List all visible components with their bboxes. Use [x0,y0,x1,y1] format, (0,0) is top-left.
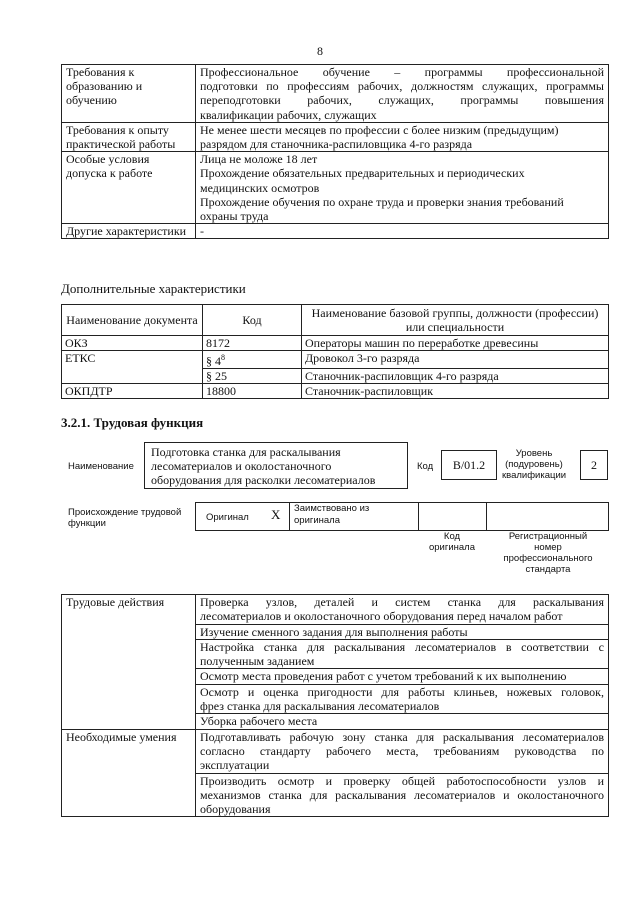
code-cell: § 25 [203,369,302,384]
document-cell: ЕТКС [62,351,203,384]
requirement-label: Требования к опыту практической работы [62,122,196,151]
qualification-level-value: 2 [580,450,608,480]
function-name-value: Подготовка станка для раскалывания лесоматериалов и околостаночного оборудования для расколки лесоматериалов [144,442,408,489]
action-item: Настройка станка для раскалывания лесоматериалов в соответствии с полученным заданием [196,639,609,669]
description-cell: Станочник-распиловщик 4-го разряда [302,369,609,384]
document-cell: ОКЗ [62,336,203,351]
additional-characteristics-title: Дополнительные характеристики [61,281,246,296]
requirement-value: - [196,224,609,239]
table-row [62,351,609,369]
description-cell: Станочник-распиловщик [302,384,609,399]
original-cell [196,503,290,531]
additional-characteristics-table [61,304,609,399]
table-row [62,729,609,773]
requirement-label: Другие характеристики [62,224,196,239]
borrowed-label: Заимствовано из оригинала [290,503,419,531]
code-original-cell [419,503,487,531]
origin-table [195,502,609,531]
table-row [62,384,609,399]
action-item: Проверка узлов, деталей и систем станка для раскалывания лесоматериалов и околостаночного оборудования перед началом работ [196,595,609,625]
description-cell: Дровокол 3-го разряда [302,351,609,369]
column-header-description: Наименование базовой группы, должности (профессии) или специальности [302,305,609,336]
table-row [62,122,609,151]
function-title: 3.2.1. Трудовая функция [61,415,204,430]
requirements-table [61,64,609,239]
column-header-document: Наименование документа [62,305,203,336]
code-cell: 8172 [203,336,302,351]
qualification-level-label: Уровень (подуровень) квалификации [502,448,567,481]
requirement-value: Лица не моложе 18 лет Прохождение обязательных предварительных и периодических медицинских осмотров Прохождение обучения по охране труда и проверки знания требований охраны труда [196,152,609,224]
table-header-row [62,305,609,336]
function-name-label: Наименование [68,461,134,472]
requirement-value: Не менее шести месяцев по профессии с более низким (предыдущим) разрядом для станочника-распиловщика 4-го разряда [196,122,609,151]
code-cell: § $4^8$ [203,351,302,369]
document-cell: ОКПДТР [62,384,203,399]
skill-item: Подготавливать рабочую зону станка для раскалывания лесоматериалов согласно стандарту рабочего места, требованиям руководства по эксплуатации [196,729,609,773]
original-label: Оригинал [206,512,249,523]
code-cell: 18800 [203,384,302,399]
requirement-label: Требования к образованию и обучению [62,65,196,123]
action-item: Осмотр места проведения работ с учетом требований к их выполнению [196,669,609,684]
action-item: Уборка рабочего места [196,714,609,729]
function-origin-label: Происхождение трудовой функции [68,507,182,529]
skill-item: Производить осмотр и проверку общей работоспособности узлов и механизмов станка для раскалывания лесоматериалов и околостаночного оборудования [196,773,609,817]
description-cell: Операторы машин по переработке древесины [302,336,609,351]
action-item: Изучение сменного задания для выполнения работы [196,624,609,639]
table-row [196,503,609,531]
code-original-caption: Код оригинала [428,531,475,553]
requirement-label: Особые условия допуска к работе [62,152,196,224]
registration-number-caption: Регистрационный номер профессионального стандарта [503,531,593,575]
action-item: Осмотр и оценка пригодности для работы клиньев, ножевых головок, фрез станка для раскалывания лесоматериалов [196,684,609,714]
requirement-value: Профессиональное обучение – программы профессиональной подготовки по профессиям рабочих, должностям служащих, программы переподготовки рабочих, служащих, программы повышения квалификации рабочих, служащих [196,65,609,123]
labor-actions-table [61,594,609,817]
column-header-code: Код [203,305,302,336]
table-row [62,65,609,123]
table-row [62,336,609,351]
function-code-label: Код [417,461,434,472]
table-row [62,224,609,239]
table-row [62,152,609,224]
function-code-value: B/01.2 [441,450,497,480]
page-number: 8 [317,44,323,58]
code-superscript: 8 [221,353,225,362]
registration-number-cell [487,503,609,531]
skills-label: Необходимые умения [62,729,196,817]
actions-label: Трудовые действия [62,595,196,730]
original-mark: X [271,507,281,522]
table-row [62,595,609,625]
